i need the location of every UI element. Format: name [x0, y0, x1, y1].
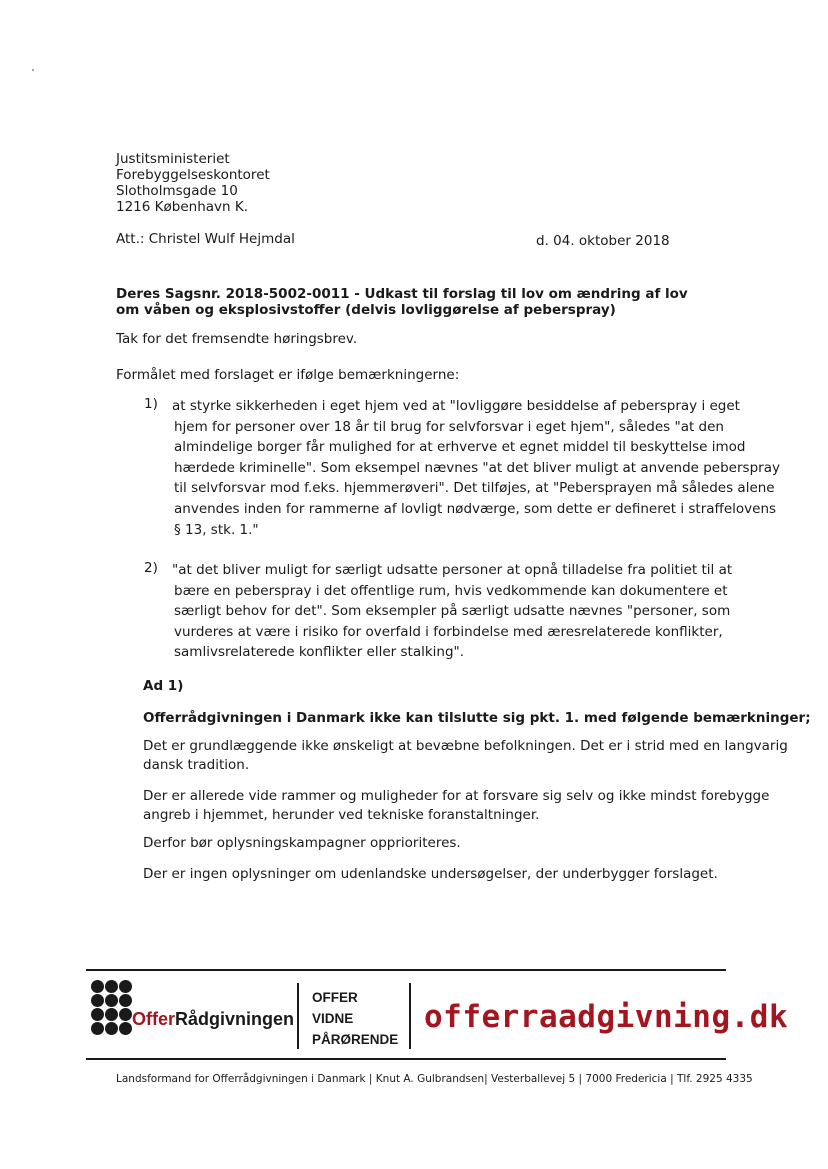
- letter-date: d. 04. oktober 2018: [536, 233, 670, 249]
- paragraph-line: Der er ingen oplysninger om udenlandske undersøgelser, der underbygger forslaget.: [143, 866, 718, 882]
- letterhead-roles: [312, 987, 398, 1050]
- section-heading: Ad 1): [143, 678, 184, 694]
- scan-speck: [32, 69, 34, 71]
- footer-contact-line: Landsformand for Offerrådgivningen i Danmark | Knut A. Gulbrandsen| Vesterballevej 5 | 7000 Fredericia | Tlf. 2925 4335: [116, 1073, 753, 1085]
- logo-suffix: Rådgivningen: [175, 1009, 295, 1029]
- logo-initial: O: [132, 1009, 147, 1029]
- item-line: hjem for personer over 18 år til brug for selvforsvar i eget hjem", således "at den: [174, 418, 724, 435]
- paragraph-line: Det er grundlæggende ikke ønskeligt at bevæbne befolkningen. Det er i strid med en langvarig: [143, 738, 788, 754]
- role-label: VIDNE: [312, 1011, 354, 1026]
- paragraph: [143, 835, 461, 851]
- item-line: til selvforsvar mod f.eks. hjemmerøveri". Det tilføjes, at "Pebersprayen må således alene: [174, 480, 775, 497]
- footer-bottom-rule: [86, 1058, 726, 1060]
- paragraph-line: dansk tradition.: [143, 757, 250, 773]
- logo-offer: ffer: [146, 1009, 176, 1029]
- item-line: vurderes at være i risiko for overfald i forbindelse med æresrelaterede konflikter,: [174, 623, 723, 640]
- list-item: [172, 396, 780, 540]
- attention-line: Att.: Christel Wulf Hejmdal: [116, 231, 295, 247]
- role-label: PÅRØRENDE: [312, 1032, 399, 1047]
- recipient-line: Justitsministeriet: [116, 151, 230, 167]
- item-line: § 13, stk. 1.": [174, 521, 259, 538]
- item-line: anvendes inden for rammerne af lovligt nødværge, som dette er defineret i straffelovens: [174, 500, 777, 517]
- item-line: samlivsrelaterede konflikter eller stalking".: [174, 644, 465, 661]
- item-line: almindelige borger får mulighed for at erhverve et egnet middel til beskyttelse imod: [174, 439, 746, 456]
- paragraph: [143, 787, 769, 825]
- recipient-line: Slotholmsgade 10: [116, 183, 238, 199]
- paragraph: [143, 866, 718, 882]
- item-line: bære en peberspray i det offentlige rum, hvis vedkommende kan dokumentere et: [174, 582, 728, 599]
- item-line: hærdede kriminelle". Som eksempel nævnes "at det bliver muligt at anvende peberspray: [174, 459, 780, 476]
- organization-logo: [132, 1009, 294, 1030]
- greeting: Tak for det fremsendte høringsbrev.: [116, 331, 358, 347]
- section-statement: Offerrådgivningen i Danmark ikke kan tilslutte sig pkt. 1. med følgende bemærkninger;: [143, 710, 811, 726]
- item-line: at styrke sikkerheden i eget hjem ved at "lovliggøre besiddelse af peberspray i eget: [172, 398, 740, 414]
- footer-top-rule: [86, 969, 726, 971]
- subject-heading: Deres Sagsnr. 2018-5002-0011 - Udkast til forslag til lov om ændring af lov om våben og eksplosivstoffer (delvis lovliggørelse af peberspray): [116, 286, 688, 318]
- role-label: OFFER: [312, 990, 358, 1005]
- item-number: 1): [144, 396, 158, 412]
- list-item: [172, 560, 732, 663]
- paragraph: [143, 737, 788, 775]
- paragraph-line: Der er allerede vide rammer og muligheder for at forsvare sig selv og ikke mindst forebygge: [143, 788, 770, 804]
- recipient-line: Forebyggelseskontoret: [116, 167, 270, 183]
- letterhead-divider: [297, 983, 299, 1049]
- recipient-address: [116, 151, 270, 215]
- item-line: særligt behov for det". Som eksempler på særligt udsatte nævnes "personer, som: [174, 603, 731, 620]
- item-number: 2): [144, 560, 158, 576]
- letterhead-divider: [409, 983, 411, 1049]
- intro: Formålet med forslaget er ifølge bemærkningerne:: [116, 367, 460, 383]
- paragraph-line: angreb i hjemmet, herunder ved tekniske foranstaltninger.: [143, 807, 540, 823]
- item-line: "at det bliver muligt for særligt udsatte personer at opnå tilladelse fra politiet til at: [172, 562, 733, 578]
- website-link[interactable]: offerraadgivning.dk: [424, 999, 789, 1035]
- paragraph-line: Derfor bør oplysningskampagner opprioriteres.: [143, 835, 461, 851]
- recipient-line: 1216 København K.: [116, 199, 249, 215]
